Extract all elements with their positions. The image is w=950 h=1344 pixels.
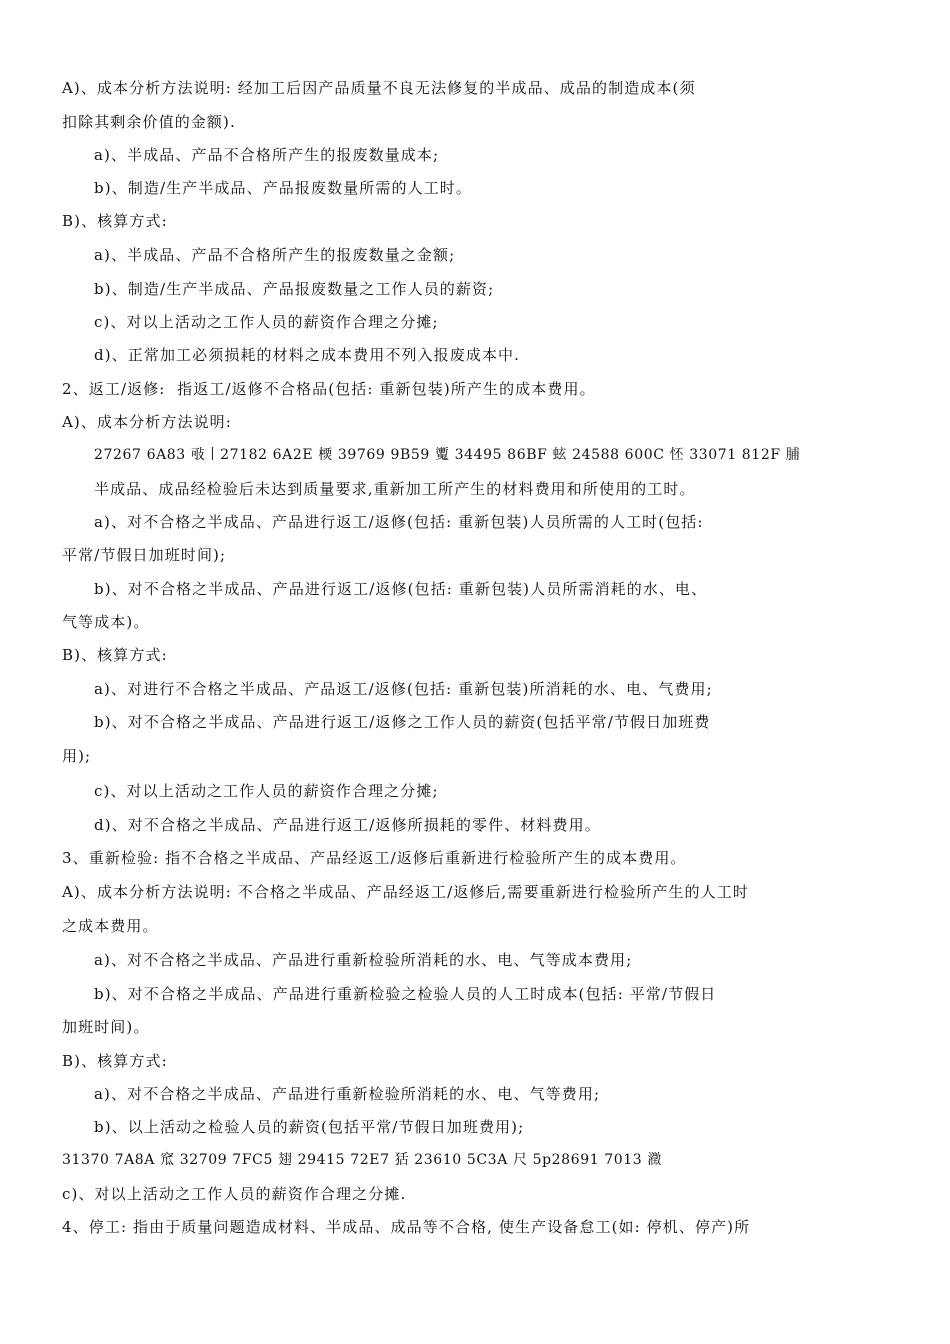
section-1a-title-cont: 扣除其剩余价值的金额).	[62, 113, 236, 131]
section-3b-title: B)、核算方式:	[62, 1052, 168, 1070]
item-2a-b-cont: 气等成本)。	[62, 613, 150, 631]
item-1b-c: c)、对以上活动之工作人员的薪资作合理之分摊;	[94, 313, 439, 331]
section-1a-title: A)、成本分析方法说明: 经加工后因产品质量不良无法修复的半成品、成品的制造成本(须	[62, 79, 696, 97]
section-2a-title: A)、成本分析方法说明:	[62, 413, 232, 431]
item-1b-b: b)、制造/生产半成品、产品报废数量之工作人员的薪资;	[94, 280, 495, 298]
item-2b-b-cont: 用);	[62, 747, 92, 765]
item-1b-d: d)、正常加工必须损耗的材料之成本费用不列入报废成本中.	[94, 346, 521, 364]
item-1b-a: a)、半成品、产品不合格所产生的报废数量之金额;	[94, 246, 456, 264]
item-1a-b: b)、制造/生产半成品、产品报废数量所需的人工时。	[94, 179, 473, 197]
item-2a-a: a)、对不合格之半成品、产品进行返工/返修(包括: 重新包装)人员所需的人工时(包括:	[94, 513, 704, 531]
section-1b-title: B)、核算方式:	[62, 212, 168, 230]
item-3a-b: b)、对不合格之半成品、产品进行重新检验之检验人员的人工时成本(包括: 平常/节假日	[94, 985, 717, 1003]
code-noise-line-2: 31370 7A8A 窊 32709 7FC5 翅 29415 72E7 狧 23610 5C3A 尺 5p28691 7013 瀓	[62, 1152, 662, 1168]
item-2b-c: c)、对以上活动之工作人员的薪资作合理之分摊;	[94, 782, 439, 800]
item-2a-b: b)、对不合格之半成品、产品进行返工/返修(包括: 重新包装)人员所需消耗的水、电、	[94, 580, 708, 598]
section-2-heading: 2、返工/返修: 指返工/返修不合格品(包括: 重新包装)所产生的成本费用。	[62, 380, 596, 398]
item-2a-a-cont: 平常/节假日加班时间);	[62, 546, 227, 564]
item-2b-b: b)、对不合格之半成品、产品进行返工/返修之工作人员的薪资(包括平常/节假日加班费	[94, 713, 711, 731]
item-1a-a: a)、半成品、产品不合格所产生的报废数量成本;	[94, 146, 440, 164]
item-3b-c: c)、对以上活动之工作人员的薪资作合理之分摊.	[62, 1185, 407, 1203]
code-noise-line-1: 27267 6A83 㪃丨27182 6A2E 樮 39769 9B59 魙 34495 86BF 蚿 24588 600C 怌 33071 812F 脯	[94, 447, 801, 463]
section-2b-title: B)、核算方式:	[62, 646, 168, 664]
item-3a-a: a)、对不合格之半成品、产品进行重新检验所消耗的水、电、气等成本费用;	[94, 951, 633, 969]
item-2b-d: d)、对不合格之半成品、产品进行返工/返修所损耗的零件、材料费用。	[94, 816, 601, 834]
item-3b-a: a)、对不合格之半成品、产品进行重新检验所消耗的水、电、气等费用;	[94, 1085, 601, 1103]
section-3a-title-cont: 之成本费用。	[62, 917, 159, 935]
section-2a-desc: 半成品、成品经检验后未达到质量要求,重新加工所产生的材料费用和所使用的工时。	[94, 480, 696, 498]
section-4-heading: 4、停工: 指由于质量问题造成材料、半成品、成品等不合格, 使生产设备怠工(如: 停机、停产)所	[62, 1218, 751, 1236]
section-3a-title: A)、成本分析方法说明: 不合格之半成品、产品经返工/返修后,需要重新进行检验所产生的人工时	[62, 883, 749, 901]
item-2b-a: a)、对进行不合格之半成品、产品返工/返修(包括: 重新包装)所消耗的水、电、气费用;	[94, 680, 713, 698]
item-3b-b: b)、以上活动之检验人员的薪资(包括平常/节假日加班费用);	[94, 1118, 525, 1136]
section-3-heading: 3、重新检验: 指不合格之半成品、产品经返工/返修后重新进行检验所产生的成本费用。	[62, 849, 687, 867]
item-3a-b-cont: 加班时间)。	[62, 1018, 150, 1036]
